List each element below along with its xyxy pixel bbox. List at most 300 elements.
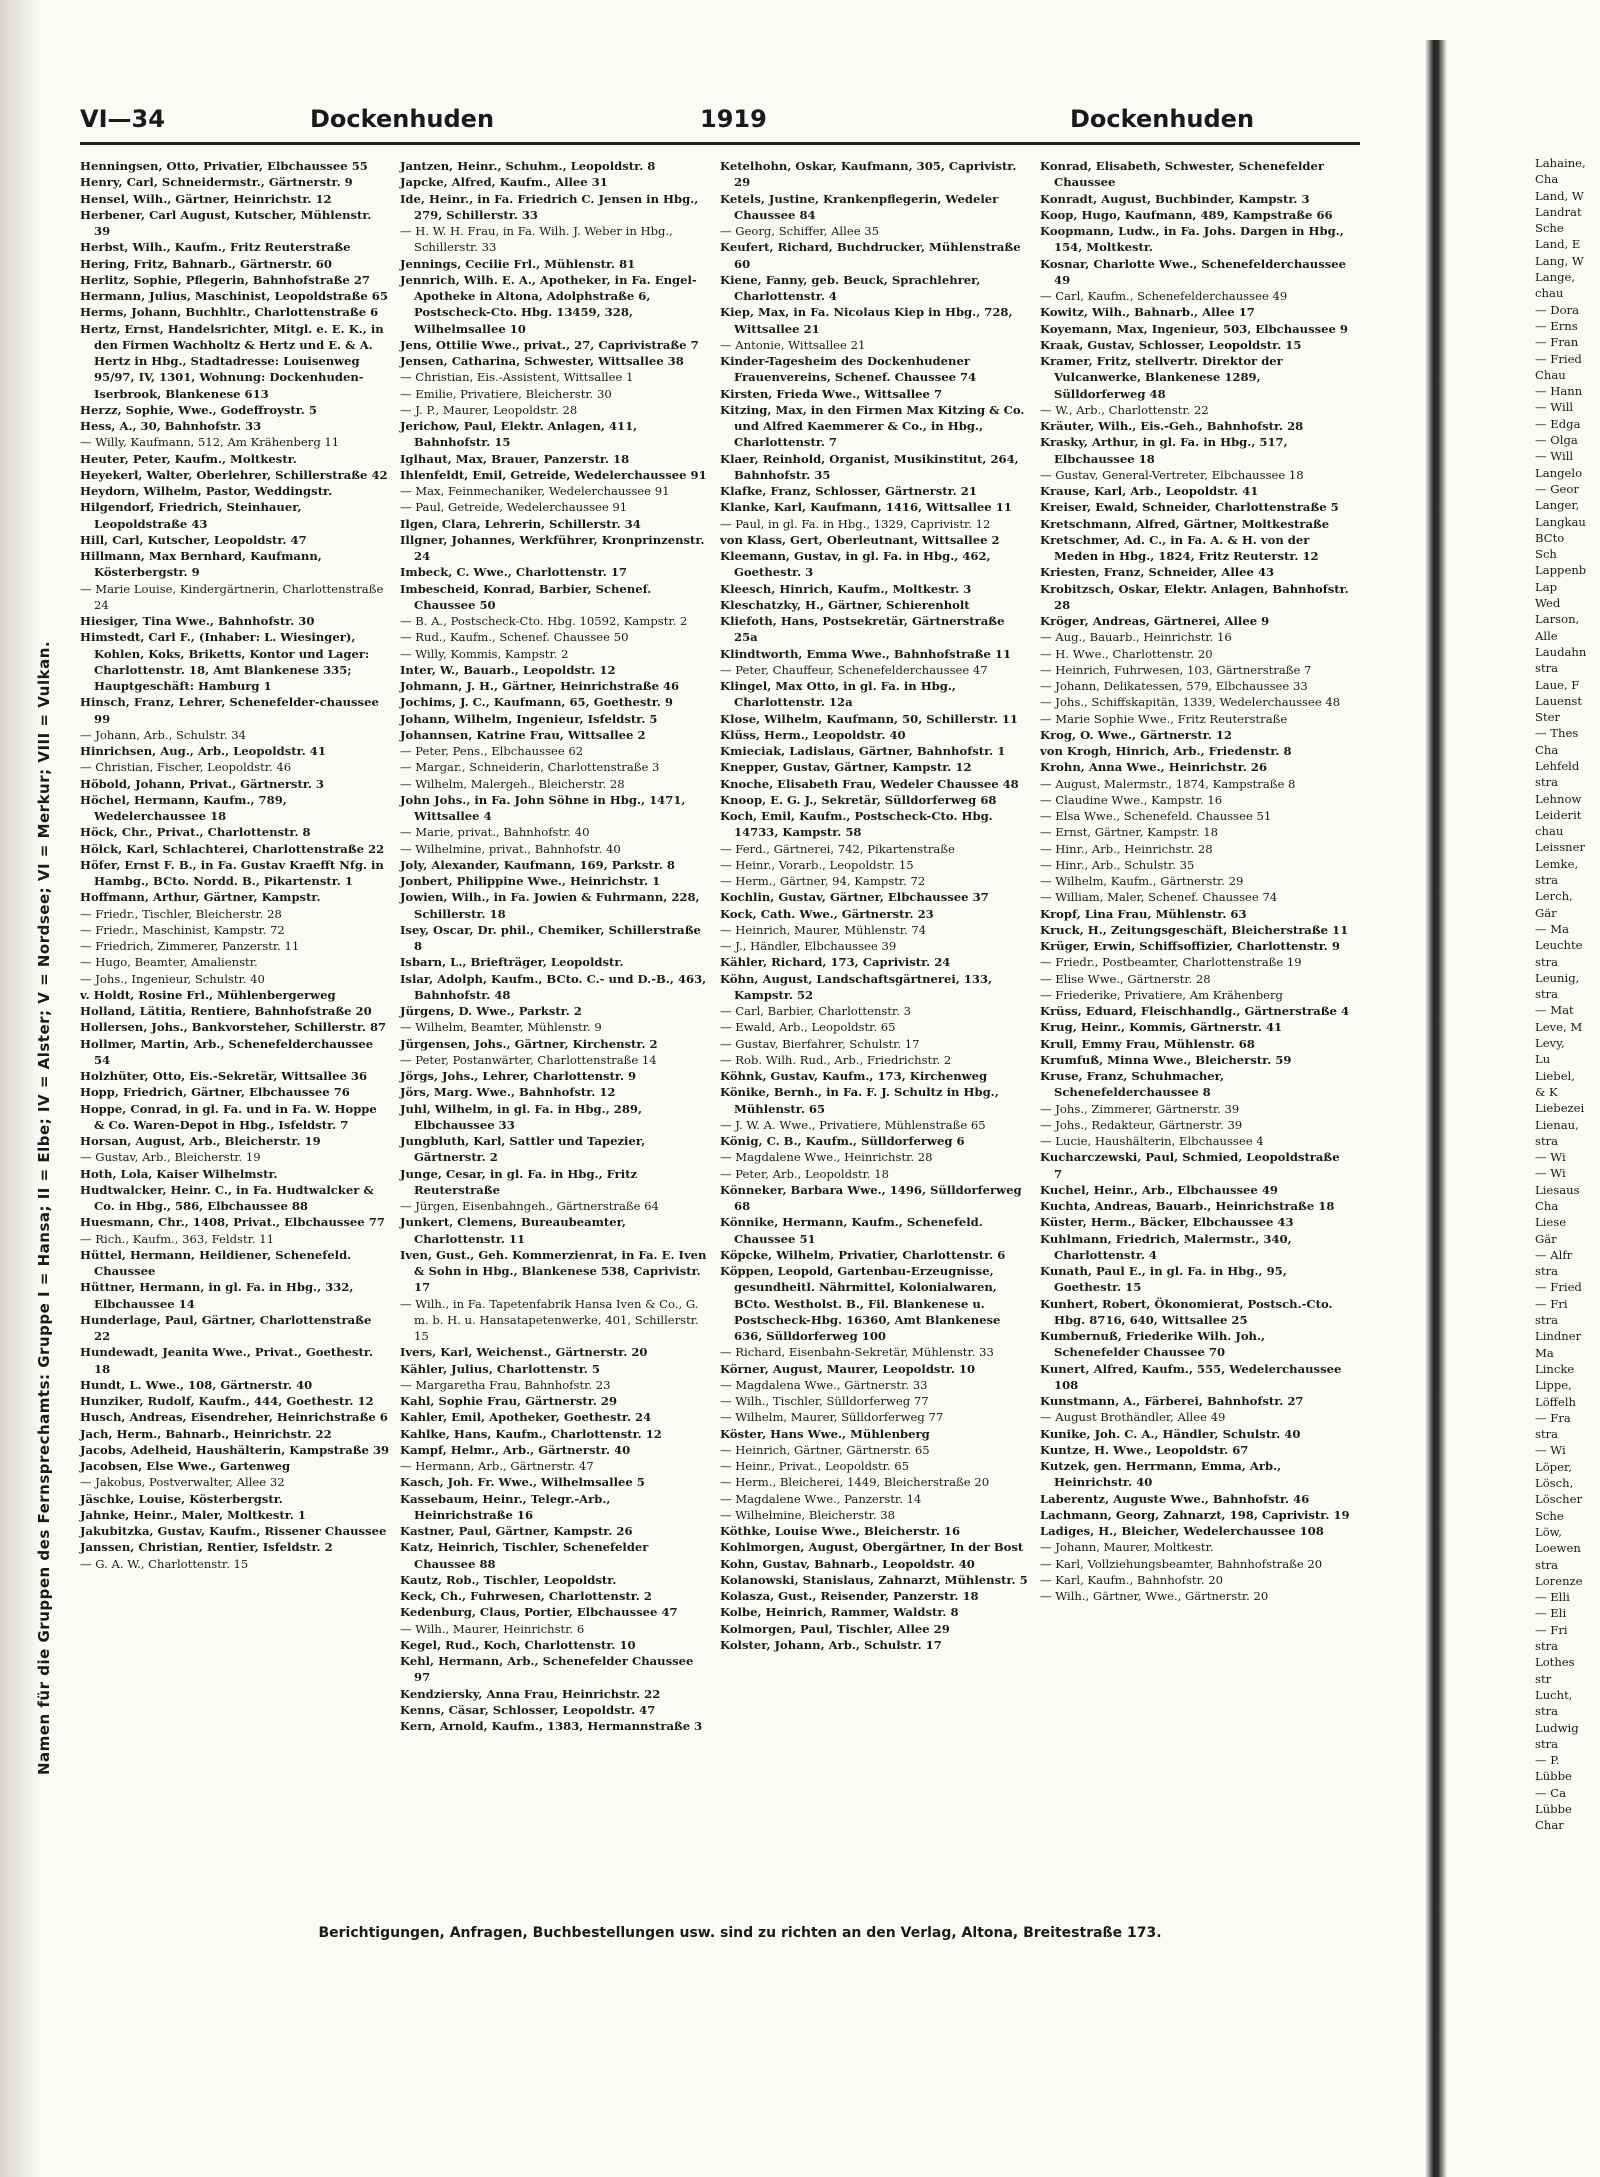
adjacent-page-fragment: Lang, W (1535, 253, 1584, 268)
adjacent-page-fragment: Lerch, (1535, 889, 1573, 904)
directory-entry: — Rich., Kaufm., 363, Feldstr. 11 (80, 1231, 275, 1246)
directory-entry: Heydorn, Wilhelm, Pastor, Weddingstr. (80, 484, 333, 498)
directory-entry: — Heinrich, Fuhrwesen, 103, Gärtnerstraße 7 (1040, 662, 1312, 677)
directory-entry: Imbeck, C. Wwe., Charlottenstr. 17 (400, 565, 627, 580)
directory-entry: Klüss, Herm., Leopoldstr. 40 (720, 727, 906, 742)
adjacent-page-fragment: Lorenze (1535, 1573, 1583, 1588)
adjacent-page-fragment: — Fra (1535, 1410, 1571, 1425)
adjacent-page-fragment: — Geor (1535, 481, 1579, 496)
directory-entry: Kahlke, Hans, Kaufm., Charlottenstr. 12 (400, 1426, 662, 1441)
adjacent-page-fragment: Lemke, (1535, 856, 1579, 871)
directory-entry: Hilgendorf, Friedrich, Steinhauer, Leopoldstraße 43 (80, 500, 302, 531)
directory-entry: — Friederike, Privatiere, Am Krähenberg (1040, 987, 1283, 1002)
directory-entry: Knoop, E. G. J., Sekretär, Sülldorferweg 68 (720, 792, 997, 807)
directory-entry: Johmann, J. H., Gärtner, Heinrichstraße 46 (400, 679, 680, 693)
directory-entry: — Wilhelm, Maurer, Sülldorferweg 77 (720, 1410, 944, 1425)
directory-entry: — Christian, Eis.-Assistent, Wittsallee 1 (400, 370, 634, 385)
adjacent-page-fragment: — Hann (1535, 384, 1583, 399)
directory-entry: — Johs., Ingenieur, Schulstr. 40 (80, 971, 265, 986)
adjacent-page-fragment: Ludwig (1535, 1720, 1579, 1735)
directory-entry: — H. W. H. Frau, in Fa. Wilh. J. Weber in Hbg., Schillerstr. 33 (400, 224, 673, 255)
directory-entry: Krug, Heinr., Kommis, Gärtnerstr. 41 (1040, 1020, 1283, 1035)
directory-entry: Huesmann, Chr., 1408, Privat., Elbchaussee 77 (80, 1215, 385, 1230)
directory-entry: — Wilhelm, Kaufm., Gärtnerstr. 29 (1040, 874, 1244, 888)
directory-entry: — Johann, Maurer, Moltkestr. (1040, 1540, 1214, 1555)
directory-entry: Kucharczewski, Paul, Schmied, Leopoldstraße 7 (1040, 1150, 1340, 1181)
directory-entry: Kleschatzky, H., Gärtner, Schierenholt (720, 597, 970, 612)
directory-entry: Klindtworth, Emma Wwe., Bahnhofstraße 11 (720, 646, 1012, 661)
adjacent-page-fragment: Cha (1535, 1199, 1559, 1213)
adjacent-page-fragment: — Edga (1535, 416, 1581, 431)
directory-entry: Jäschke, Louise, Kösterbergstr. (80, 1491, 283, 1506)
directory-entry: — Heinr., Privat., Leopoldstr. 65 (720, 1459, 910, 1473)
directory-entry: Kretschmer, Ad. C., in Fa. A. & H. von der Meden in Hbg., 1824, Fritz Reuterstr. 12 (1040, 532, 1319, 563)
adjacent-page-fragment: stra (1535, 661, 1559, 676)
adjacent-page-fragment: Lahaine, (1535, 156, 1586, 170)
adjacent-page-fragment: — Will (1535, 400, 1574, 415)
directory-entry: Köhnk, Gustav, Kaufm., 173, Kirchenweg (720, 1069, 988, 1083)
directory-entry: — Lucie, Haushälterin, Elbchaussee 4 (1040, 1134, 1264, 1148)
adjacent-page-fragment: stra (1535, 1704, 1559, 1719)
directory-entry: — Gustav, General-Vertreter, Elbchaussee 18 (1040, 467, 1304, 482)
directory-entry: Janssen, Christian, Rentier, Isfeldstr. 2 (80, 1540, 333, 1555)
adjacent-page-fragment: Char (1535, 1818, 1564, 1833)
adjacent-page-fragment: Langer, (1535, 498, 1580, 513)
directory-entry: Isbarn, L., Briefträger, Leopoldstr. (400, 955, 624, 970)
directory-entry: Könnike, Hermann, Kaufm., Schenefeld. Chaussee 51 (720, 1215, 983, 1246)
directory-entry: Kiep, Max, in Fa. Nicolaus Kiep in Hbg., 728, Wittsallee 21 (720, 305, 1013, 336)
directory-entry: Iglhaut, Max, Brauer, Panzerstr. 18 (400, 451, 630, 466)
directory-entry: — W., Arb., Charlottenstr. 22 (1040, 402, 1209, 417)
adjacent-page-fragment: Lauenst (1535, 693, 1583, 708)
directory-entry: Jahnke, Heinr., Maler, Moltkestr. 1 (80, 1507, 306, 1522)
directory-entry: Heuter, Peter, Kaufm., Moltkestr. (80, 451, 297, 466)
directory-entry: Kitzing, Max, in den Firmen Max Kitzing & Co. und Alfred Kaemmerer & Co., in Hbg., Charlottenstr. 7 (720, 402, 1025, 450)
adjacent-page-fragment: — Olga (1535, 433, 1578, 448)
directory-entry: Hillmann, Max Bernhard, Kaufmann, Kösterbergstr. 9 (80, 549, 322, 580)
adjacent-page-fragment: Liebezei (1535, 1101, 1585, 1116)
directory-entry: Jonbert, Philippine Wwe., Heinrichstr. 1 (400, 874, 661, 888)
adjacent-page-fragment: Laudahn (1535, 644, 1587, 659)
adjacent-page-fragment: stra (1535, 987, 1559, 1002)
directory-entry: — Hermann, Arb., Gärtnerstr. 47 (400, 1459, 594, 1473)
directory-entry: — Wilh., in Fa. Tapetenfabrik Hansa Iven & Co., G. m. b. H. u. Hansatapetenwerke, 401, Schillerstr. 15 (400, 1296, 699, 1343)
adjacent-page-fragment: Löper, (1535, 1459, 1572, 1474)
directory-entry: — Georg, Schiffer, Allee 35 (720, 224, 880, 238)
directory-entry: Kahler, Emil, Apotheker, Goethestr. 24 (400, 1410, 652, 1425)
adjacent-page-fragment: Lübbe (1535, 1801, 1572, 1816)
directory-entry: — Wilhelmine, Bleicherstr. 38 (720, 1507, 896, 1522)
adjacent-page-fragment: Land, W (1535, 188, 1584, 203)
directory-entry: — Ernst, Gärtner, Kampstr. 18 (1040, 825, 1219, 840)
directory-entry: Kahl, Sophie Frau, Gärtnerstr. 29 (400, 1394, 618, 1408)
adjacent-page-fragment: Lippe, (1535, 1378, 1572, 1393)
adjacent-page-fragment: Löffelh (1535, 1394, 1576, 1409)
adjacent-page-fragment: Löw, (1535, 1524, 1562, 1539)
adjacent-page-fragment: — Mat (1535, 1003, 1574, 1018)
adjacent-page-fragment: Alle (1535, 628, 1558, 643)
directory-entry: Kretschmann, Alfred, Gärtner, Moltkestraße (1040, 516, 1330, 531)
directory-entry: — Friedrich, Zimmerer, Panzerstr. 11 (80, 939, 300, 953)
adjacent-page-fragment: — Wi (1535, 1166, 1566, 1181)
directory-entry: — Ferd., Gärtnerei, 742, Pikartenstraße (720, 841, 955, 856)
directory-entry: — Hinr., Arb., Schulstr. 35 (1040, 857, 1195, 872)
book-gutter (1425, 40, 1447, 2177)
directory-entry: Krüger, Erwin, Schiffsoffizier, Charlottenstr. 9 (1040, 939, 1340, 953)
directory-entry: — Hugo, Beamter, Amalienstr. (80, 955, 258, 970)
directory-entry: Hundewadt, Jeanita Wwe., Privat., Goethestr. 18 (80, 1345, 373, 1376)
adjacent-page-fragment: — Dora (1535, 302, 1580, 317)
directory-entry: Kunike, Joh. C. A., Händler, Schulstr. 40 (1040, 1426, 1301, 1441)
directory-entry: — Heinrich, Gärtner, Gärtnerstr. 65 (720, 1442, 930, 1457)
page-reference: VI—34 (80, 105, 165, 133)
directory-entry: Hinsch, Franz, Lehrer, Schenefelder-chaussee 99 (80, 695, 379, 726)
directory-entry: Krumfuß, Minna Wwe., Bleicherstr. 59 (1040, 1052, 1292, 1067)
directory-entry: Kunath, Paul E., in gl. Fa. in Hbg., 95, Goethestr. 15 (1040, 1264, 1287, 1295)
directory-entry: — J. P., Maurer, Leopoldstr. 28 (400, 402, 578, 417)
directory-entry: Hermann, Julius, Maschinist, Leopoldstraße 65 (80, 289, 388, 303)
directory-entry: Köthke, Louise Wwe., Bleicherstr. 16 (720, 1524, 961, 1538)
directory-entry: — Heinr., Vorarb., Leopoldstr. 15 (720, 857, 914, 872)
directory-entry: Hinrichsen, Aug., Arb., Leopoldstr. 41 (80, 744, 326, 758)
directory-entry: Joly, Alexander, Kaufmann, 169, Parkstr. 8 (400, 857, 675, 872)
adjacent-page-fragment: stra (1535, 1736, 1559, 1751)
adjacent-page-fragment: chau (1535, 824, 1564, 839)
directory-entry: Holland, Lätitia, Rentiere, Bahnhofstraße 20 (80, 1004, 372, 1018)
directory-entry: Junkert, Clemens, Bureaubeamter, Charlottenstr. 11 (400, 1215, 626, 1246)
directory-entry: Herbst, Wilh., Kaufm., Fritz Reuterstraße (80, 240, 351, 255)
directory-entry: Jürgensen, Johs., Gärtner, Kirchenstr. 2 (400, 1036, 658, 1051)
directory-entry: Köppen, Leopold, Gartenbau-Erzeugnisse, gesundheitl. Nährmittel, Kolonialwaren, BCto. Westholst. B., Fil. Blankenese u. Postscheck-Hbg. 16360, Amt Blankenese 636, Sülldorferweg 100 (720, 1264, 1001, 1343)
directory-entry: Klafke, Franz, Schlosser, Gärtnerstr. 21 (720, 484, 977, 498)
directory-entry: Herbener, Carl August, Kutscher, Mühlenstr. 39 (80, 207, 372, 238)
directory-entry: — Peter, Chauffeur, Schenefelderchaussee 47 (720, 662, 988, 677)
directory-entry: — Aug., Bauarb., Heinrichstr. 16 (1040, 630, 1232, 645)
directory-entry: — Elsa Wwe., Schenefeld. Chaussee 51 (1040, 809, 1272, 823)
adjacent-page-fragment: chau (1535, 286, 1564, 301)
directory-entry: — H. Wwe., Charlottenstr. 20 (1040, 646, 1213, 661)
directory-entry: Ilgen, Clara, Lehrerin, Schillerstr. 34 (400, 516, 641, 531)
directory-entry: — J. W. A. Wwe., Privatiere, Mühlenstraße 65 (720, 1117, 986, 1132)
directory-entry: Imbescheid, Konrad, Barbier, Schenef. Chaussee 50 (400, 581, 652, 612)
directory-entry: Kedenburg, Claus, Portier, Elbchaussee 47 (400, 1605, 678, 1620)
directory-entry: Hill, Carl, Kutscher, Leopoldstr. 47 (80, 532, 307, 547)
directory-entry: Lachmann, Georg, Zahnarzt, 198, Caprivistr. 19 (1040, 1507, 1350, 1522)
adjacent-page-fragment: Landrat (1535, 204, 1582, 219)
directory-entry: Jakubitzka, Gustav, Kaufm., Rissener Chaussee (80, 1524, 387, 1538)
adjacent-page-fragment: Lap (1535, 579, 1558, 594)
directory-entry: Krohn, Anna Wwe., Heinrichstr. 26 (1040, 760, 1268, 775)
adjacent-page-fragment: — Will (1535, 449, 1574, 464)
directory-entry: Kumbernuß, Friederike Wilh. Joh., Schenefelder Chaussee 70 (1040, 1329, 1266, 1360)
directory-entry: — August, Malermstr., 1874, Kampstraße 8 (1040, 776, 1296, 791)
adjacent-page-fragment: — Wi (1535, 1443, 1566, 1458)
directory-entry: Inter, W., Bauarb., Leopoldstr. 12 (400, 662, 616, 677)
directory-entry: Ladiges, H., Bleicher, Wedelerchaussee 108 (1040, 1524, 1324, 1538)
directory-entry: Hüttner, Hermann, in gl. Fa. in Hbg., 332, Elbchaussee 14 (80, 1280, 354, 1311)
directory-entry: Köpcke, Wilhelm, Privatier, Charlottenstr. 6 (720, 1247, 1006, 1262)
adjacent-page-fragment: Gär (1535, 1231, 1557, 1246)
directory-entry: — Herm., Bleicherei, 1449, Bleicherstraße 20 (720, 1475, 990, 1490)
adjacent-page-fragment: — Fri (1535, 1622, 1568, 1637)
adjacent-page-fragment: Lincke (1535, 1361, 1575, 1376)
directory-entry: Kropf, Lina Frau, Mühlenstr. 63 (1040, 906, 1247, 921)
directory-entry: Kleemann, Gustav, in gl. Fa. in Hbg., 462, Goethestr. 3 (720, 549, 991, 580)
adjacent-page-fragment: Gär (1535, 905, 1557, 920)
directory-entry: Herzz, Sophie, Wwe., Godeffroystr. 5 (80, 402, 317, 417)
column-1 (80, 158, 390, 1572)
directory-entry: — Johann, Arb., Schulstr. 34 (80, 727, 247, 742)
adjacent-page-fragment: — Thes (1535, 726, 1579, 741)
directory-entry: Hering, Fritz, Bahnarb., Gärtnerstr. 60 (80, 256, 332, 271)
directory-entry: Kliefoth, Hans, Postsekretär, Gärtnerstraße 25a (720, 614, 1005, 645)
directory-entry: — Emilie, Privatiere, Bleicherstr. 30 (400, 386, 612, 401)
adjacent-page-fragment: Lübbe (1535, 1769, 1572, 1784)
adjacent-page-fragment: Leiderit (1535, 807, 1582, 822)
directory-entry: Hoth, Lola, Kaiser Wilhelmstr. (80, 1166, 278, 1181)
adjacent-page-fragment: stra (1535, 1427, 1559, 1442)
directory-entry: von Klass, Gert, Oberleutnant, Wittsallee 2 (720, 532, 1000, 547)
directory-entry: Hudtwalcker, Heinr. C., in Fa. Hudtwalcker & Co. in Hbg., 586, Elbchaussee 88 (80, 1182, 374, 1213)
directory-entry: Katz, Heinrich, Tischler, Schenefelder Chaussee 88 (400, 1540, 649, 1571)
directory-entry: Könike, Bernh., in Fa. F. J. Schultz in Hbg., Mühlenstr. 65 (720, 1085, 999, 1116)
directory-entry: Husch, Andreas, Eisendreher, Heinrichstraße 6 (80, 1410, 388, 1425)
page-header (80, 105, 1360, 145)
directory-entry: Kolster, Johann, Arb., Schulstr. 17 (720, 1637, 942, 1652)
directory-entry: — Peter, Pens., Elbchaussee 62 (400, 744, 584, 758)
directory-entry: Himstedt, Carl F., (Inhaber: L. Wiesinger), Kohlen, Koks, Briketts, Kontor und Lager: Charlottenstr. 18, Amt Blankenese 335; Hauptgeschäft: Hamburg 1 (80, 630, 370, 693)
adjacent-page-fragment: Lösch, (1535, 1476, 1574, 1491)
directory-entry: — Margaretha Frau, Bahnhofstr. 23 (400, 1377, 611, 1392)
directory-entry: Jürgens, D. Wwe., Parkstr. 2 (400, 1004, 582, 1018)
directory-entry: Jensen, Catharina, Schwester, Wittsallee 38 (400, 354, 684, 368)
directory-entry: — Magdalene Wwe., Panzerstr. 14 (720, 1491, 922, 1506)
adjacent-page-fragment: — P. (1535, 1753, 1560, 1768)
directory-entry: Kraak, Gustav, Schlosser, Leopoldstr. 15 (1040, 337, 1302, 352)
adjacent-page-fragment: — Alfr (1535, 1247, 1573, 1262)
directory-entry: Kunhert, Robert, Ökonomierat, Postsch.-Cto. Hbg. 8716, 640, Wittsallee 25 (1040, 1296, 1333, 1327)
directory-entry: — Magdalena Wwe., Gärtnerstr. 33 (720, 1377, 928, 1392)
directory-entry: — B. A., Postscheck-Cto. Hbg. 10592, Kampstr. 2 (400, 614, 688, 628)
adjacent-page-fragment: Lucht, (1535, 1687, 1573, 1702)
adjacent-page-fragment: Sche (1535, 1508, 1564, 1523)
adjacent-page-fragment: Liebel, (1535, 1068, 1575, 1083)
adjacent-page-fragment: Larson, (1535, 612, 1580, 627)
directory-entry: Klaer, Reinhold, Organist, Musikinstitut, 264, Bahnhofstr. 35 (720, 451, 1019, 482)
adjacent-page-fragment: — Ca (1535, 1785, 1567, 1800)
directory-entry: — Rud., Kaufm., Schenef. Chaussee 50 (400, 630, 629, 645)
directory-entry: — Wilh., Maurer, Heinrichstr. 6 (400, 1621, 585, 1636)
directory-entry: Jochims, J. C., Kaufmann, 65, Goethestr. 9 (400, 695, 673, 710)
directory-entry: — G. A. W., Charlottenstr. 15 (80, 1556, 249, 1571)
directory-entry: — Hinr., Arb., Heinrichstr. 28 (1040, 841, 1213, 856)
adjacent-page-fragment: Ma (1535, 1345, 1554, 1360)
directory-entry: Hopp, Friedrich, Gärtner, Elbchaussee 76 (80, 1085, 350, 1100)
directory-entry: — Margar., Schneiderin, Charlottenstraße 3 (400, 760, 660, 775)
directory-entry: — Johann, Delikatessen, 579, Elbchaussee 33 (1040, 679, 1308, 693)
directory-entry: Kegel, Rud., Koch, Charlottenstr. 10 (400, 1637, 636, 1652)
directory-entry: Kunstmann, A., Färberei, Bahnhofstr. 27 (1040, 1394, 1304, 1408)
directory-entry: Junge, Cesar, in gl. Fa. in Hbg., Fritz Reuterstraße (400, 1166, 638, 1197)
directory-entry: Hensel, Wilh., Gärtner, Heinrichstr. 12 (80, 191, 332, 206)
directory-entry: Kreiser, Ewald, Schneider, Charlottenstraße 5 (1040, 500, 1339, 515)
directory-entry: Kendziersky, Anna Frau, Heinrichstr. 22 (400, 1686, 661, 1701)
directory-entry: Kenns, Cäsar, Schlosser, Leopoldstr. 47 (400, 1702, 656, 1717)
directory-entry: Kern, Arnold, Kaufm., 1383, Hermannstraße 3 (400, 1719, 703, 1733)
adjacent-page-fragment: stra (1535, 1133, 1559, 1148)
directory-entry: — Jakobus, Postverwalter, Allee 32 (80, 1475, 285, 1490)
adjacent-page-fragment: stra (1535, 954, 1559, 969)
directory-entry: Jens, Ottilie Wwe., privat., 27, Caprivistraße 7 (400, 337, 699, 352)
directory-entry: Koyemann, Max, Ingenieur, 503, Elbchaussee 9 (1040, 321, 1348, 336)
directory-entry: Horsan, August, Arb., Bleicherstr. 19 (80, 1134, 321, 1148)
directory-entry: Herms, Johann, Buchhltr., Charlottenstraße 6 (80, 305, 379, 320)
directory-entry: Kröger, Andreas, Gärtnerei, Allee 9 (1040, 614, 1270, 628)
directory-entry: Krüss, Eduard, Fleischhandlg., Gärtnerstraße 4 (1040, 1004, 1350, 1018)
directory-entry: — Jürgen, Eisenbahngeh., Gärtnerstraße 64 (400, 1199, 659, 1213)
directory-entry: — Richard, Eisenbahn-Sekretär, Mühlenstr. 33 (720, 1345, 994, 1360)
directory-entry: Kähler, Richard, 173, Caprivistr. 24 (720, 955, 951, 970)
adjacent-page-fragment: stra (1535, 1264, 1559, 1279)
directory-entry: Keufert, Richard, Buchdrucker, Mühlenstraße 60 (720, 240, 1021, 271)
adjacent-page-fragment: — Fri (1535, 1296, 1568, 1311)
directory-entry: Krull, Emmy Frau, Mühlenstr. 68 (1040, 1036, 1255, 1051)
adjacent-page-fragment: Leunig, (1535, 970, 1580, 985)
adjacent-page-strip (1535, 155, 1600, 1834)
directory-entry: Jacobs, Adelheid, Haushälterin, Kampstraße 39 (80, 1442, 390, 1457)
directory-entry: König, C. B., Kaufm., Sülldorferweg 6 (720, 1134, 965, 1148)
directory-entry: — Wilhelm, Beamter, Mühlenstr. 9 (400, 1020, 602, 1035)
directory-entry: — Friedr., Tischler, Bleicherstr. 28 (80, 906, 282, 921)
directory-entry: Kassebaum, Heinr., Telegr.-Arb., Heinrichstraße 16 (400, 1491, 611, 1522)
directory-entry: Japcke, Alfred, Kaufm., Allee 31 (400, 175, 608, 190)
adjacent-page-fragment: BCto (1535, 530, 1565, 545)
directory-entry: Hüttel, Hermann, Heildiener, Schenefeld. Chaussee (80, 1247, 352, 1278)
directory-entry: — Johs., Schiffskapitän, 1339, Wedelerchaussee 48 (1040, 695, 1341, 710)
directory-entry: Hundt, L. Wwe., 108, Gärtnerstr. 40 (80, 1377, 313, 1392)
directory-entry: — Marie, privat., Bahnhofstr. 40 (400, 825, 590, 840)
adjacent-page-fragment: Levy, (1535, 1036, 1565, 1051)
directory-entry: v. Holdt, Rosine Frl., Mühlenbergerweg (80, 987, 336, 1002)
adjacent-page-fragment: stra (1535, 1639, 1559, 1654)
column-4 (1040, 158, 1350, 1604)
directory-entry: — Wilhelmine, privat., Bahnhofstr. 40 (400, 841, 621, 856)
adjacent-page-fragment: Chau (1535, 367, 1566, 382)
directory-entry: Jantzen, Heinr., Schuhm., Leopoldstr. 8 (400, 159, 656, 173)
header-year: 1919 (700, 105, 767, 133)
directory-entry: Kolmorgen, Paul, Tischler, Allee 29 (720, 1621, 950, 1636)
directory-entry: Ide, Heinr., in Fa. Friedrich C. Jensen in Hbg., 279, Schillerstr. 33 (400, 191, 699, 222)
adjacent-page-fragment: Leuchte (1535, 938, 1583, 953)
directory-entry: Jungbluth, Karl, Sattler und Tapezier, Gärtnerstr. 2 (400, 1134, 646, 1165)
directory-entry: — Willy, Kommis, Kampstr. 2 (400, 646, 569, 661)
directory-entry: — Carl, Barbier, Charlottenstr. 3 (720, 1004, 912, 1018)
header-place-left: Dockenhuden (310, 105, 495, 133)
directory-entry: Laberentz, Auguste Wwe., Bahnhofstr. 46 (1040, 1491, 1310, 1506)
directory-entry: Kolbe, Heinrich, Rammer, Waldstr. 8 (720, 1605, 959, 1620)
adjacent-page-fragment: Lienau, (1535, 1117, 1579, 1132)
directory-entry: Keck, Ch., Fuhrwesen, Charlottenstr. 2 (400, 1589, 652, 1603)
directory-entry: Ketels, Justine, Krankenpflegerin, Wedeler Chaussee 84 (720, 191, 999, 222)
directory-entry: Kohlmorgen, August, Obergärtner, In der Bost (720, 1540, 1024, 1555)
directory-entry: — Friedr., Postbeamter, Charlottenstraße 19 (1040, 955, 1302, 970)
adjacent-page-fragment: — Fried (1535, 351, 1582, 366)
directory-entry: Kramer, Fritz, stellvertr. Direktor der Vulcanwerke, Blankenese 1289, Sülldorferweg 48 (1040, 354, 1283, 401)
directory-entry: — Karl, Vollziehungsbeamter, Bahnhofstraße 20 (1040, 1556, 1323, 1571)
directory-entry: Körner, August, Maurer, Leopoldstr. 10 (720, 1361, 976, 1376)
directory-entry: Höbold, Johann, Privat., Gärtnerstr. 3 (80, 776, 325, 791)
adjacent-page-fragment: Lindner (1535, 1329, 1582, 1344)
directory-entry: — J., Händler, Elbchaussee 39 (720, 939, 897, 953)
directory-entry: Henningsen, Otto, Privatier, Elbchaussee 55 (80, 159, 368, 173)
directory-entry: John Johs., in Fa. John Söhne in Hbg., 1471, Wittsallee 4 (400, 792, 686, 823)
directory-entry: — Johs., Zimmerer, Gärtnerstr. 39 (1040, 1101, 1240, 1116)
directory-entry: Jennrich, Wilh. E. A., Apotheker, in Fa. Engel-Apotheke in Altona, Adolphstraße 6, Postscheck-Cto. Hbg. 13459, 328, Wilhelmsallee 10 (400, 272, 697, 336)
adjacent-page-fragment: Lange, (1535, 270, 1576, 285)
directory-entry: Kuchta, Andreas, Bauarb., Heinrichstraße 18 (1040, 1199, 1335, 1213)
adjacent-page-fragment: Lehfeld (1535, 758, 1580, 773)
adjacent-page-fragment: Löscher (1535, 1492, 1582, 1507)
directory-entry: Jerichow, Paul, Elektr. Anlagen, 411, Bahnhofstr. 15 (400, 419, 638, 450)
directory-entry: Kähler, Julius, Charlottenstr. 5 (400, 1361, 600, 1376)
adjacent-page-fragment: Lu (1535, 1052, 1551, 1067)
directory-entry: Kunert, Alfred, Kaufm., 555, Wedelerchaussee 108 (1040, 1361, 1342, 1392)
adjacent-page-fragment: — Fran (1535, 335, 1579, 350)
directory-entry: — Gustav, Arb., Bleicherstr. 19 (80, 1150, 261, 1165)
directory-entry: Hoppe, Conrad, in gl. Fa. und in Fa. W. Hoppe & Co. Waren-Depot in Hbg., Isfeldstr. 7 (80, 1101, 377, 1132)
directory-entry: Kutzek, gen. Herrmann, Emma, Arb., Heinrichstr. 40 (1040, 1459, 1282, 1490)
directory-entry: Kruck, H., Zeitungsgeschäft, Bleicherstraße 11 (1040, 922, 1349, 937)
directory-entry: — Marie Louise, Kindergärtnerin, Charlottenstraße 24 (80, 581, 384, 612)
directory-entry: Jacobsen, Else Wwe., Gartenweg (80, 1459, 291, 1473)
header-place-right: Dockenhuden (1070, 105, 1255, 133)
header-rule (80, 142, 1360, 145)
directory-entry: Konrad, Elisabeth, Schwester, Schenefelder Chaussee (1040, 159, 1325, 190)
directory-entry: — Ewald, Arb., Leopoldstr. 65 (720, 1020, 896, 1035)
directory-entry: Kochlin, Gustav, Gärtner, Elbchaussee 37 (720, 890, 989, 905)
adjacent-page-fragment: stra (1535, 873, 1559, 888)
directory-entry: Illgner, Johannes, Werkführer, Kronprinzenstr. 24 (400, 532, 705, 563)
column-2 (400, 158, 710, 1734)
directory-entry: Knoche, Elisabeth Frau, Wedeler Chaussee 48 (720, 776, 1019, 791)
adjacent-page-fragment: Sch (1535, 547, 1557, 562)
directory-entry: Herlitz, Sophie, Pflegerin, Bahnhofstraße 27 (80, 272, 370, 287)
adjacent-page-fragment: — Ma (1535, 921, 1570, 936)
directory-entry: Klanke, Karl, Kaufmann, 1416, Wittsallee 11 (720, 500, 1012, 515)
directory-entry: — Paul, in gl. Fa. in Hbg., 1329, Caprivistr. 12 (720, 516, 991, 531)
directory-entry: Könneker, Barbara Wwe., 1496, Sülldorferweg 68 (720, 1182, 1022, 1213)
directory-entry: Hunderlage, Paul, Gärtner, Charlottenstraße 22 (80, 1312, 372, 1343)
footer-note: Berichtigungen, Anfragen, Buchbestellungen usw. sind zu richten an den Verlag, Altona, Breitestraße 173. (318, 1925, 1162, 1941)
directory-entry: Isey, Oscar, Dr. phil., Chemiker, Schillerstraße 8 (400, 922, 701, 953)
directory-entry: Köhn, August, Landschaftsgärtnerei, 133, Kampstr. 52 (720, 971, 993, 1002)
directory-entry: Kautz, Rob., Tischler, Leopoldstr. (400, 1572, 617, 1587)
adjacent-page-fragment: Lothes (1535, 1655, 1575, 1670)
adjacent-page-fragment: Langkau (1535, 514, 1586, 529)
directory-entry: — Wilh., Tischler, Sülldorferweg 77 (720, 1394, 929, 1408)
directory-entry: Kock, Cath. Wwe., Gärtnerstr. 23 (720, 906, 934, 921)
directory-entry: — Heinrich, Maurer, Mühlenstr. 74 (720, 922, 927, 937)
adjacent-page-fragment: Lappenb (1535, 563, 1587, 578)
directory-entry: — Carl, Kaufm., Schenefelderchaussee 49 (1040, 289, 1288, 303)
adjacent-page-fragment: Loewen (1535, 1541, 1581, 1556)
directory-entry: Hollersen, Johs., Bankvorsteher, Schillerstr. 87 (80, 1020, 387, 1035)
directory-entry: — Herm., Gärtner, 94, Kampstr. 72 (720, 874, 926, 888)
directory-entry: Johannsen, Katrine Frau, Wittsallee 2 (400, 727, 646, 742)
directory-entry: Hoffmann, Arthur, Gärtner, Kampstr. (80, 890, 321, 905)
directory-entry: — Gustav, Bierfahrer, Schulstr. 17 (720, 1036, 920, 1051)
directory-entry: Hollmer, Martin, Arb., Schenefelderchaussee 54 (80, 1036, 374, 1067)
